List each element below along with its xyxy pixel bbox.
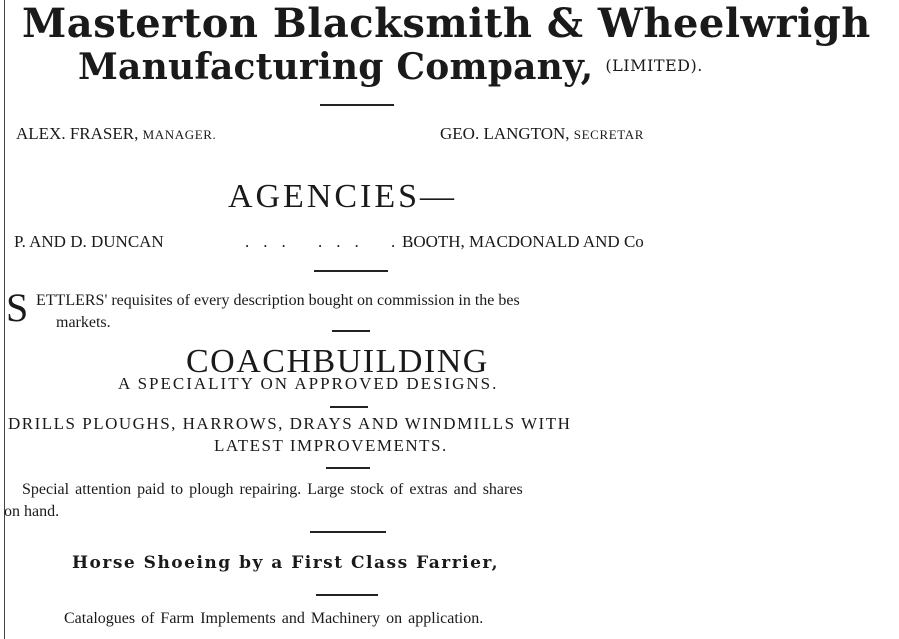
company-title-text: Manufacturing Company, [78,46,594,88]
agency-duncan: P. AND D. DUNCAN [14,232,164,251]
secretary-credit [440,124,644,144]
column-border [4,0,5,639]
agency-dot-leader: ... ... ... [245,232,446,251]
manager-credit [16,124,216,144]
drills-line2: LATEST IMPROVEMENTS. [214,436,448,455]
repairs-line1: Special attention paid to plough repairing. Large stock of extras and shares [22,481,523,498]
divider-rule [310,531,386,533]
divider-rule [330,406,368,408]
settlers-text-line2: markets. [56,314,111,331]
manager-name: ALEX. FRASER, [16,124,139,143]
secretary-name: GEO. LANGTON, [440,124,570,143]
company-title-line2 [78,46,703,88]
catalogues-line: Catalogues of Farm Implements and Machinery on application. [64,610,484,627]
secretary-role: SECRETAR [573,127,645,142]
drills-line1: DRILLS PLOUGHS, HARROWS, DRAYS AND WINDMILLS WITH [8,414,572,433]
drop-cap: S [6,285,29,330]
coachbuilding-subheading: A SPECIALITY ON APPROVED DESIGNS. [118,374,499,393]
divider-rule [320,104,394,106]
coachbuilding-heading: COACHBUILDING [186,343,489,380]
company-title-line1: Masterton Blacksmith & Wheelwrigh [22,0,871,47]
agencies-heading: AGENCIES— [227,178,458,215]
settlers-text-line1: ETTLERS' requisites of every description bought on commission in the bes [36,292,520,309]
limited-label: (LIMITED). [605,56,703,75]
divider-rule [314,270,388,272]
manager-role: MANAGER. [142,127,217,142]
divider-rule [326,467,370,469]
divider-rule [332,330,370,332]
agency-booth-macdonald: BOOTH, MACDONALD AND Co [402,232,644,251]
repairs-line2: on hand. [4,503,60,520]
horse-shoeing-line: Horse Shoeing by a First Class Farrier, [72,553,500,573]
divider-rule [316,594,378,596]
